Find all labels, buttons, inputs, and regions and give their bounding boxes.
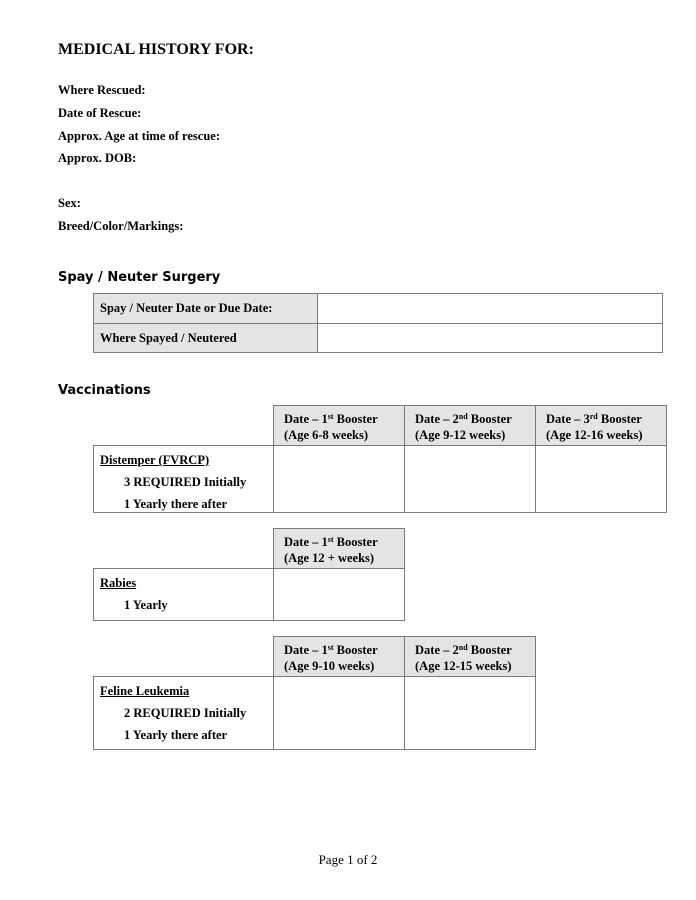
vaccine-note: 1 Yearly there after [124, 497, 228, 511]
distemper-booster-3-input[interactable] [535, 445, 667, 513]
vaccine-name: Rabies [100, 576, 137, 590]
spay-date-input[interactable] [317, 293, 663, 324]
felv-booster-1-input[interactable] [273, 676, 405, 750]
distemper-label-cell [93, 445, 274, 513]
page-title: MEDICAL HISTORY FOR: [58, 41, 254, 58]
spay-date-label: Spay / Neuter Date or Due Date: [100, 301, 273, 315]
section-heading-spay-neuter: Spay / Neuter Surgery [58, 270, 221, 285]
rabies-header-booster-1 [273, 528, 405, 569]
rabies-booster-1-input[interactable] [273, 568, 405, 621]
field-sex: Sex: [58, 196, 81, 210]
distemper-header-booster-1 [273, 405, 405, 446]
vaccine-note: 3 REQUIRED Initially [124, 475, 247, 489]
booster-header-age: (Age 9-12 weeks) [415, 428, 506, 442]
distemper-header-booster-3 [535, 405, 667, 446]
booster-header-age: (Age 12-16 weeks) [546, 428, 643, 442]
felv-label-cell [93, 676, 274, 750]
felv-booster-2-input[interactable] [404, 676, 536, 750]
vaccine-note: 1 Yearly there after [124, 728, 228, 742]
distemper-booster-1-input[interactable] [273, 445, 405, 513]
page-number: Page 1 of 2 [318, 852, 378, 867]
distemper-booster-2-input[interactable] [404, 445, 536, 513]
spay-where-label-cell [93, 323, 318, 353]
booster-header-age: (Age 6-8 weeks) [284, 428, 369, 442]
booster-header-age: (Age 12 + weeks) [284, 551, 375, 565]
field-approx-dob: Approx. DOB: [58, 151, 137, 165]
distemper-header-booster-2 [404, 405, 536, 446]
field-date-of-rescue: Date of Rescue: [58, 106, 142, 120]
booster-header-age: (Age 12-15 weeks) [415, 659, 512, 673]
booster-header-age: (Age 9-10 weeks) [284, 659, 375, 673]
booster-header-title: Date – 2nd Booster [415, 412, 512, 426]
vaccine-note: 2 REQUIRED Initially [124, 706, 247, 720]
booster-header-title: Date – 3rd Booster [546, 412, 642, 426]
vaccine-name: Distemper (FVRCP) [100, 453, 210, 467]
booster-header-title: Date – 1st Booster [284, 412, 378, 426]
vaccine-name: Feline Leukemia [100, 684, 190, 698]
spay-date-label-cell [93, 293, 318, 324]
booster-header-title: Date – 1st Booster [284, 535, 378, 549]
booster-header-title: Date – 1st Booster [284, 643, 378, 657]
booster-header-title: Date – 2nd Booster [415, 643, 512, 657]
felv-header-booster-1 [273, 636, 405, 677]
field-breed-color-markings: Breed/Color/Markings: [58, 219, 184, 233]
rabies-label-cell [93, 568, 274, 621]
section-heading-vaccinations: Vaccinations [58, 383, 151, 398]
field-where-rescued: Where Rescued: [58, 83, 146, 97]
field-approx-age: Approx. Age at time of rescue: [58, 129, 221, 143]
spay-where-label: Where Spayed / Neutered [100, 331, 237, 345]
spay-where-input[interactable] [317, 323, 663, 353]
vaccine-note: 1 Yearly [124, 598, 168, 612]
felv-header-booster-2 [404, 636, 536, 677]
